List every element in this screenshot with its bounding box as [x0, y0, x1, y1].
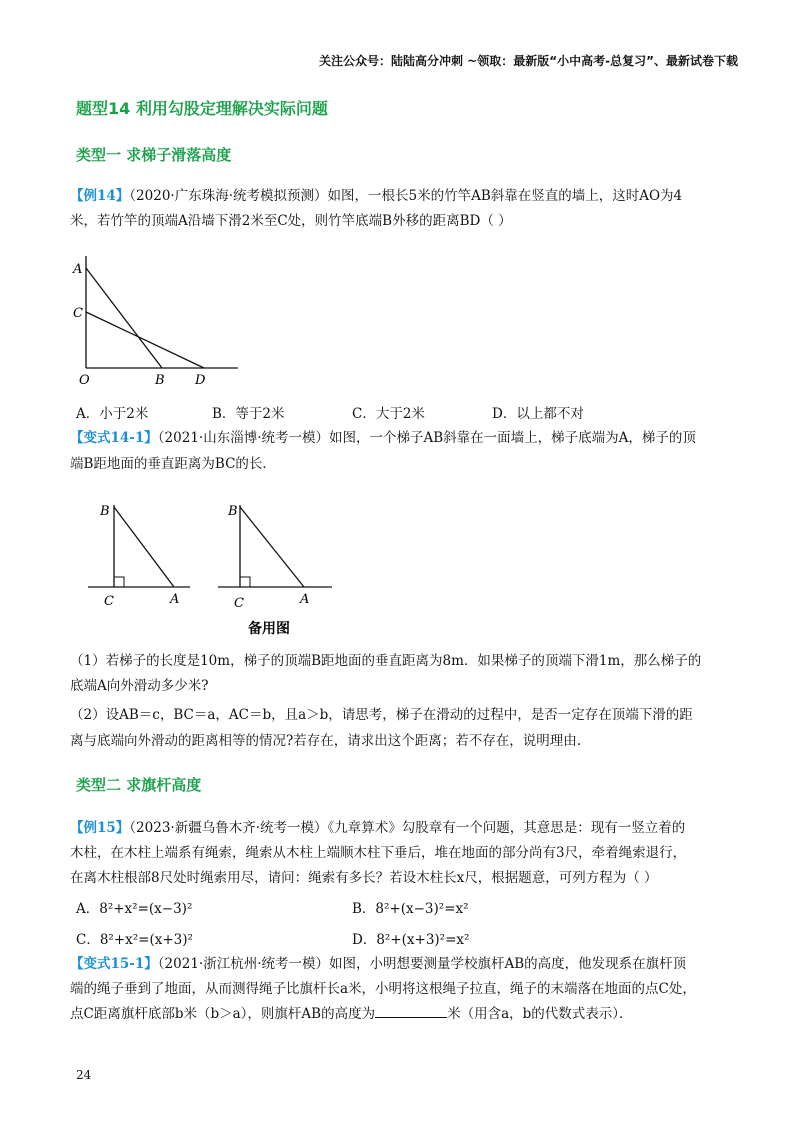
- fig2-label-b: B: [228, 504, 238, 519]
- type2-heading: 类型二 求旗杆高度: [76, 776, 202, 794]
- fig2-label-c: C: [234, 596, 244, 611]
- ex15-text1: （2023·新疆乌鲁木齐·统考一模）《九章算术》勾股章有一个问题，其意思是：现有一竖立着的: [129, 820, 686, 836]
- var15-line2: 端的绳子垂到了地面，从而测得绳子比旗杆长a米，小明将这根绳子拉直，绳子的末端落在地面的点C处，: [70, 981, 696, 997]
- var15-line1: [70, 954, 734, 974]
- ex14-line2: 米，若竹竿的顶端A沿墙下滑2米至C处，则竹竿底端B外移的距离BD（ ）: [70, 213, 512, 229]
- ex14-figure: [70, 250, 250, 390]
- fig1-label-a: A: [170, 592, 180, 607]
- ex15-tag: 【例15】: [70, 820, 130, 836]
- section-title: 题型14 利用勾股定理解决实际问题: [76, 99, 328, 118]
- var15-tag: 【变式15-1】: [70, 956, 158, 972]
- ex14-label-o: O: [79, 373, 90, 388]
- type1-heading: 类型一 求梯子滑落高度: [76, 146, 232, 164]
- var15-text3b: 米（用含a，b的代数式表示）．: [447, 1006, 633, 1022]
- var14-q1a: （1）若梯子的长度是10m，梯子的顶端B距地面的垂直距离为8m．如果梯子的顶端下滑1m，那么梯子的: [70, 653, 702, 669]
- page-number: 24: [76, 1068, 92, 1082]
- var14-q2a: （2）设AB＝c，BC＝a，AC＝b，且a＞b，请思考，梯子在滑动的过程中，是否一定存在顶端下滑的距: [70, 707, 693, 723]
- ex15-line2: 木柱，在木柱上端系有绳索，绳索从木柱上端顺木柱下垂后，堆在地面的部分尚有3尺，牵着绳索退行，: [70, 845, 687, 861]
- fig2-caption: 备用图: [248, 621, 290, 637]
- var15-text1: （2021·浙江杭州·统考一模）如图，小明想要测量学校旗杆AB的高度，他发现系在旗杆顶: [157, 956, 687, 972]
- ex14-label-d: D: [195, 373, 206, 388]
- ex15-option-c: C．8²+x²=(x+3)²: [76, 932, 193, 948]
- ex14-line1: [70, 186, 734, 206]
- var14-text1: （2021·山东淄博·统考一模）如图，一个梯子AB斜靠在一面墙上，梯子底端为A，梯子的顶: [157, 430, 696, 446]
- ex14-option-b: B．等于2米: [212, 406, 285, 422]
- ex14-text1: （2020·广东珠海·统考模拟预测）如图，一根长5米的竹竿AB斜靠在竖直的墙上，这时AO为4: [129, 188, 683, 204]
- ex15-option-d: D．8²+(x+3)²=x²: [352, 932, 470, 948]
- var15-text3a: 点C距离旗杆底部b米（b＞a），则旗杆AB的高度为: [70, 1006, 376, 1022]
- var14-tag: 【变式14-1】: [70, 430, 158, 446]
- ex14-option-a: A．小于2米: [76, 406, 149, 422]
- var15-line3: [70, 1004, 734, 1024]
- ex14-option-c: C．大于2米: [352, 406, 425, 422]
- ex14-label-b: B: [155, 373, 165, 388]
- fig1-label-c: C: [104, 594, 114, 609]
- ex14-option-d: D．以上都不对: [492, 406, 584, 422]
- page-header: 关注公众号：陆陆高分冲刺 ~领取：最新版“小中高考-总复习”、最新试卷下载: [319, 54, 738, 68]
- fig1-label-b: B: [100, 504, 110, 519]
- var14-q1b: 底端A向外滑动多少米?: [70, 678, 209, 694]
- ex15-option-a: A．8²+x²=(x−3)²: [76, 901, 193, 917]
- ex15-line3: 在离木柱根部8尺处时绳索用尽，请问：绳索有多长？若设木柱长x尺，根据题意，可列方程为（ ）: [70, 870, 658, 886]
- ex14-tag: 【例14】: [70, 188, 130, 204]
- fig2-label-a: A: [300, 592, 310, 607]
- ex15-line1: [70, 818, 734, 838]
- var14-line2: 端B距地面的垂直距离为BC的长．: [70, 456, 276, 472]
- var14-line1: [70, 428, 734, 448]
- ex14-label-a: A: [73, 262, 83, 277]
- ex15-option-b: B．8²+(x−3)²=x²: [352, 901, 469, 917]
- var14-figure: [80, 495, 360, 640]
- answer-blank[interactable]: [375, 1005, 447, 1018]
- ex14-label-c: C: [73, 306, 83, 321]
- var14-q2b: 离与底端向外滑动的距离相等的情况?若存在，请求出这个距离；若不存在，说明理由.: [70, 733, 582, 749]
